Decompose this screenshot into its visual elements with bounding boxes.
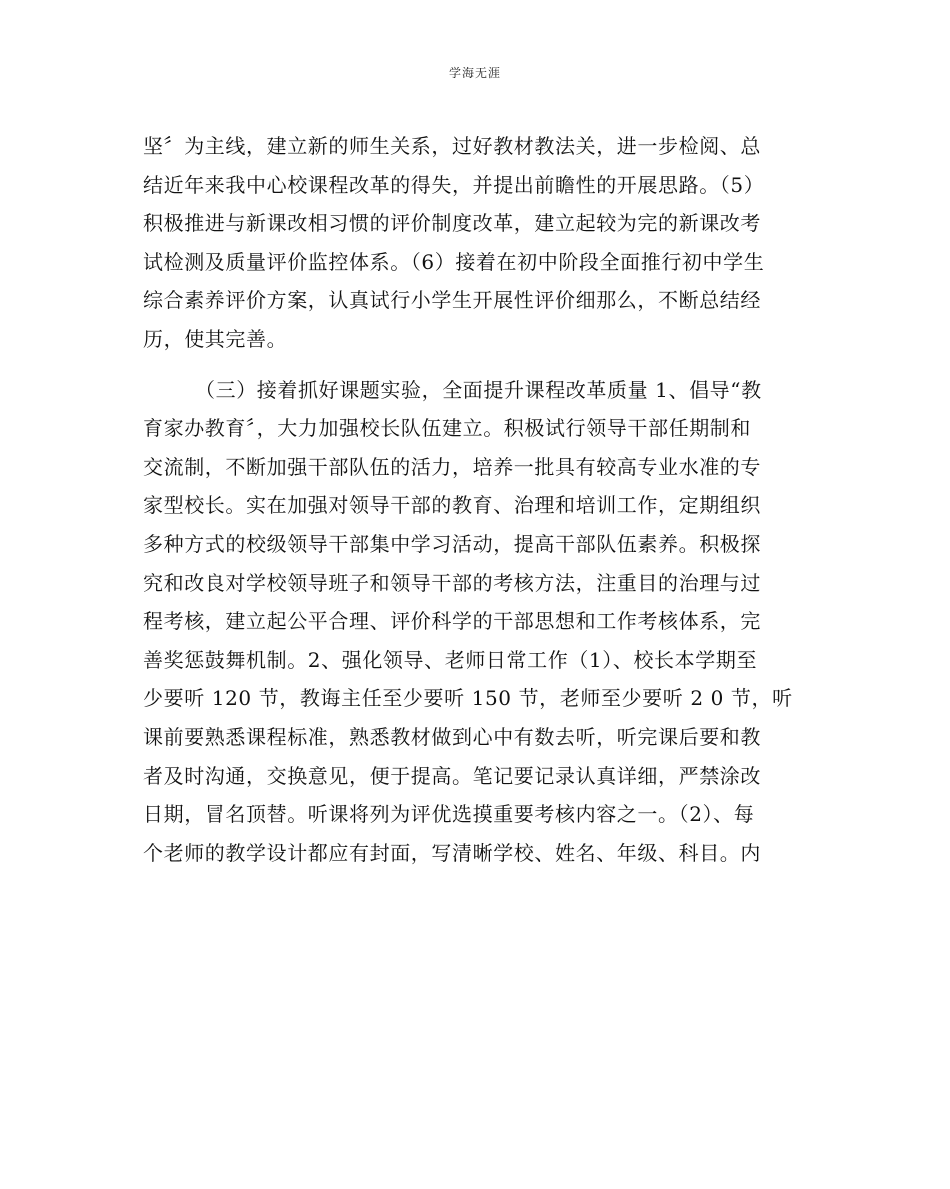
text-line: 多种方式的校级领导干部集中学习活动，提高干部队伍素养。积极探 [143,531,761,556]
body-text [143,127,811,872]
text-line: 个老师的教学设计都应有封面，写清晰学校、姓名、年级、科目。内 [143,840,761,865]
text-line: 坚〞为主线，建立新的师生关系，过好教材教法关，进一步检阅、总 [143,134,761,158]
text-line: 程考核，建立起公平合理、评价科学的干部思想和工作考核体系，完 [143,609,761,634]
text-line: 家型校长。实在加强对领导干部的教育、治理和培训工作，定期组织 [143,493,761,518]
text-line: 试检测及质量评价监控体系。（6）接着在初中阶段全面推行初中学生 [143,249,765,274]
text-line: 积极推进与新课改相习惯的评价制度改革，建立起较为完的新课改考 [143,211,761,236]
text-line: 课前要熟悉课程标准，熟悉教材做到心中有数去听，听完课后要和教 [143,724,761,749]
text-line: 交流制，不断加强干部队伍的活力，培养一批具有较高专业水准的专 [143,454,761,479]
text-line: 历，使其完善。 [143,326,288,351]
text-line: 少要听 120 节，教诲主任至少要听 150 节，老师至少要听 2 0 节，听 [143,686,793,711]
text-line: 究和改良对学校领导班子和领导干部的考核方法，注重目的治理与过 [143,570,761,595]
text-line: 结近年来我中心校课程改革的得失，并提出前瞻性的开展思路。（5） [143,172,765,197]
page-header: 学海无涯 [448,66,501,80]
text-line: 日期，冒名顶替。听课将列为评优选摸重要考核内容之一。（2）、每 [143,802,755,827]
paragraph-heading-line: （三）接着抓好课题实验，全面提升课程改革质量 1、倡导“教 [195,377,762,402]
text-line: 者及时沟通，交换意见，便于提高。笔记要记录认真详细，严禁涂改 [143,763,761,788]
text-line: 综合素养评价方案，认真试行小学生开展性评价细那么，不断总结经 [143,288,761,313]
paragraph-spacer [143,359,811,371]
text-line: 育家办教育〞，大力加强校长队伍建立。积极试行领导干部任期制和 [143,416,751,441]
text-line: 善奖惩鼓舞机制。2、强化领导、老师日常工作（1）、校长本学期至 [143,647,758,672]
